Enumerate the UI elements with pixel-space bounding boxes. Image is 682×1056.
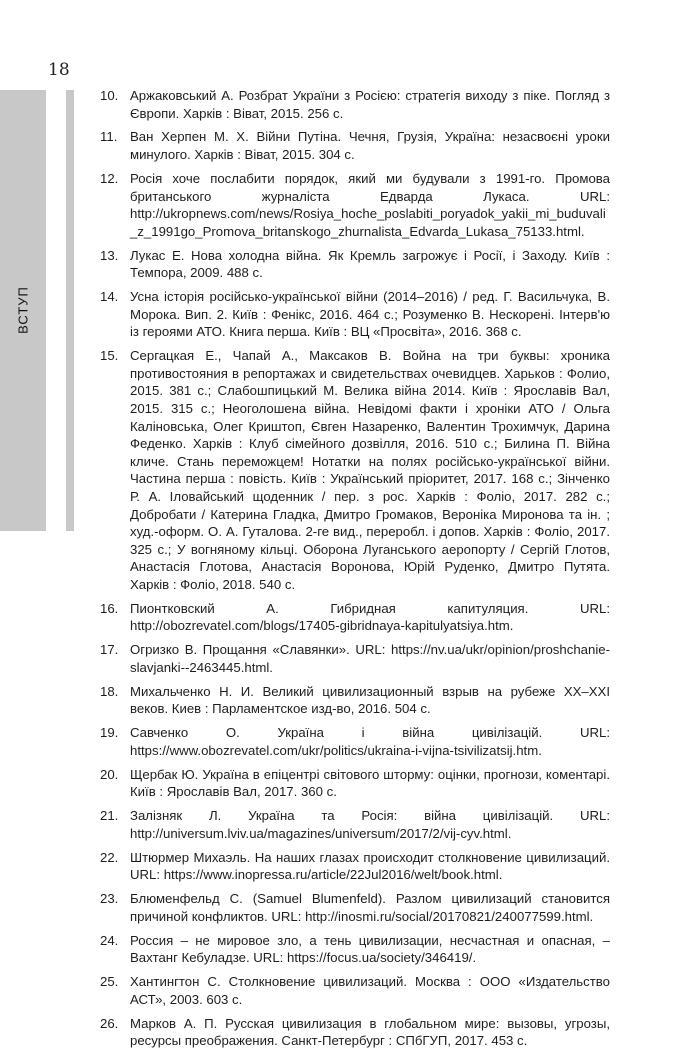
reference-text: Лукас Е. Нова холодна війна. Як Кремль загрожує і Росії, і Заходу. Київ : Темпора, 2009. 488 с.: [130, 247, 610, 281]
reference-text: Залізняк Л. Україна та Росія: війна цивілізацій. URL: http://universum.lviv.ua/magazines/universum/2017/2/vij-cyv.html.: [130, 808, 610, 841]
reference-item: [100, 247, 610, 282]
reference-text: Аржаковський А. Розбрат України з Росією: стратегія виходу з піке. Погляд з Європи. Харків : Віват, 2015. 256 с.: [130, 88, 610, 121]
reference-number: 16.: [100, 600, 119, 616]
reference-text: Росія хоче послабити порядок, який ми будували з 1991-го. Промова британського журналіста Едварда Лукаса. URL: http://ukropnews.com/news/Rosiya_hoche_poslabiti_poryadok_yakii_mi_buduvali_z_1991go_Promova_britanskogo_zhurnalista_Edvarda_Lukasa_75133.html.: [130, 170, 610, 239]
reference-number: 15.: [100, 348, 119, 364]
reference-item: [100, 683, 610, 718]
reference-number: 13.: [100, 247, 119, 263]
reference-text: Савченко О. Україна і війна цивілізацій. URL: https://www.obozrevatel.com/ukr/politics/ukraina-i-vijna-tsivilizatsij.htm.: [130, 725, 610, 758]
reference-text: Марков А. П. Русская цивилизация в глобальном мире: вызовы, угрозы, ресурсы преображения. Санкт-Петербург : СПбГУП, 2017. 453 с.: [130, 1015, 610, 1049]
reference-number: 12.: [100, 170, 119, 186]
reference-item: [100, 87, 610, 122]
reference-item: [100, 973, 610, 1008]
reference-item: [100, 128, 610, 163]
reference-item: [100, 347, 610, 593]
reference-number: 19.: [100, 725, 119, 741]
section-label: ВСТУП: [15, 286, 31, 334]
reference-number: 10.: [100, 88, 119, 103]
reference-list: [100, 87, 610, 1056]
reference-text: Пионтковский А. Гибридная капитуляция. URL: http://obozrevatel.com/blogs/17405-gibridnaya-kapitulyatsiya.htm.: [130, 600, 610, 634]
reference-number: 11.: [100, 129, 118, 145]
page-number: 18: [48, 60, 70, 80]
reference-item: [100, 766, 610, 801]
reference-text: Ван Херпен М. Х. Війни Путіна. Чечня, Грузія, Україна: незасвоєні уроки минулого. Харків : Віват, 2015. 304 с.: [130, 129, 610, 163]
reference-number: 21.: [100, 808, 119, 824]
reference-number: 25.: [100, 974, 119, 990]
reference-number: 14.: [100, 289, 119, 305]
reference-item: [100, 724, 610, 759]
reference-text: Сергацкая Е., Чапай А., Максаков В. Война на три буквы: хроника противостояния в репортажах и свидетельствах очевидцев. Харьков : Фолио, 2015. 381 с.; Слабошпицький М. Велика війна 2014. Київ : Ярославів Вал, 2015. 315 с.; Неоголошена війна. Невідомі факти і хроніки АТО / Ольга Каліновська, Олег Криштоп, Євген Назаренко, Валентин Трохимчук, Дарина Феденко. Харків : Клуб сімейного дозвілля, 2016. 510 с.; Билина П. Війна кличе. Стань переможцем! Нотатки на полях російсько-української війни. Частина перша : повість. Київ : Український пріоритет, 2017. 168 с.; Зінченко Р. А. Іловайський щоденник / пер. з рос. Харків : Фоліо, 2017. 282 с.; Добробати / Катерина Гладка, Дмитро Громаков, Вероніка Миронова та ін. ; худ.-оформ. О. А. Гуталова. 2-ге вид., переробл. і допов. Харків : Фоліо, 2017. 325 с.; У вогняному кільці. Оборона Луганського аеропорту / Сергій Глотов, Анастасія Глотова, Анастасія Воронова, Юрій Руденко, Дмитро Путята. Харків : Фоліо, 2018. 540 с.: [130, 348, 610, 592]
reference-number: 23.: [100, 891, 119, 907]
reference-item: [100, 600, 610, 635]
reference-text: Блюменфельд С. (Samuel Blumenfeld). Разлом цивилизаций становится причиной конфликтов. URL: http://inosmi.ru/social/20170821/240077599.html.: [130, 891, 610, 924]
reference-number: 18.: [100, 683, 119, 699]
reference-number: 24.: [100, 932, 119, 948]
reference-item: [100, 1015, 610, 1050]
reference-item: [100, 932, 610, 967]
reference-item: [100, 849, 610, 884]
reference-text: Михальченко Н. И. Великий цивилизационный взрыв на рубеже XX–XXI веков. Киев : Парламентское изд-во, 2016. 504 с.: [130, 683, 610, 717]
reference-text: Щербак Ю. Україна в епіцентрі світового шторму: оцінки, прогнози, коментарі. Київ : Ярославів Вал, 2017. 360 с.: [130, 766, 610, 800]
reference-text: Усна історія російсько-української війни (2014–2016) / ред. Г. Васильчука, В. Морока. Вип. 2. Київ : Фенікс, 2016. 464 с.; Розуменко В. Нескорені. Інтерв'ю із героями АТО. Книга перша. Київ : ВЦ «Просвіта», 2016. 368 с.: [130, 289, 610, 340]
reference-number: 26.: [100, 1015, 119, 1031]
reference-item: [100, 890, 610, 925]
reference-text: Огризко В. Прощання «Славянки». URL: https://nv.ua/ukr/opinion/proshchanie-slavjanki--2463445.html.: [130, 642, 610, 675]
reference-item: [100, 641, 610, 676]
reference-text: Хантингтон С. Столкновение цивилизаций. Москва : ООО «Издательство АСТ», 2003. 603 с.: [130, 974, 610, 1007]
reference-item: [100, 807, 610, 842]
reference-item: [100, 170, 610, 240]
reference-text: Россия – не мировое зло, а тень цивилизации, несчастная и опасная, – Вахтанг Кебуладзе. URL: https://focus.ua/society/346419/.: [130, 932, 610, 966]
reference-number: 22.: [100, 849, 119, 865]
reference-number: 20.: [100, 766, 119, 782]
section-bar: [66, 90, 74, 531]
reference-number: 17.: [100, 642, 119, 658]
reference-item: [100, 288, 610, 341]
reference-text: Штюрмер Михаэль. На наших глазах происходит столкновение цивилизаций. URL: https://www.inopressa.ru/article/22Jul2016/welt/book.html.: [130, 849, 610, 883]
